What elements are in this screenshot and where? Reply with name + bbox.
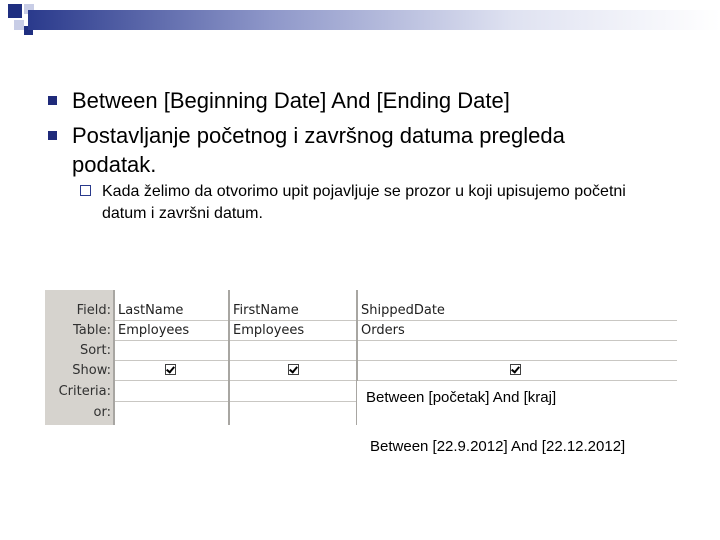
sub-bullet-item [80, 181, 640, 225]
field-cell[interactable]: FirstName [230, 301, 356, 321]
row-label: Sort: [79, 343, 111, 358]
field-cell[interactable]: LastName [115, 301, 228, 321]
bullet-item [48, 121, 648, 179]
row-label: or: [93, 405, 111, 420]
example-expression: Between [22.9.2012] And [22.12.2012] [370, 438, 626, 455]
row-label: Table: [73, 323, 111, 338]
show-cell [358, 361, 677, 381]
bullet-text: Postavljanje početnog i završnog datuma pregleda podatak. [72, 123, 565, 177]
decorative-square [8, 4, 22, 18]
bullet-item [48, 86, 688, 115]
row-label: Criteria: [58, 384, 111, 399]
sort-cell[interactable] [358, 341, 677, 361]
show-checkbox[interactable] [288, 364, 299, 375]
criteria-cell[interactable] [115, 382, 228, 402]
row-label: Show: [72, 363, 111, 378]
show-checkbox[interactable] [165, 364, 176, 375]
square-bullet-icon [48, 131, 57, 140]
query-column [113, 290, 228, 425]
field-cell[interactable]: ShippedDate [358, 301, 677, 321]
show-cell [115, 361, 228, 381]
table-cell[interactable]: Orders [358, 321, 677, 341]
or-cell[interactable] [230, 403, 356, 423]
hollow-square-bullet-icon [80, 185, 91, 196]
header-gradient-bar [28, 10, 720, 30]
table-cell[interactable]: Employees [115, 321, 228, 341]
sort-cell[interactable] [115, 341, 228, 361]
show-cell [230, 361, 356, 381]
criteria-cell[interactable] [230, 382, 356, 402]
row-label: Field: [76, 303, 111, 318]
criteria-expression: Between [početak] And [kraj] [357, 381, 673, 426]
query-column [228, 290, 356, 425]
decorative-square [14, 20, 24, 30]
show-checkbox[interactable] [510, 364, 521, 375]
bullet-text: Between [Beginning Date] And [Ending Date] [72, 88, 510, 113]
or-cell[interactable] [115, 403, 228, 423]
table-cell[interactable]: Employees [230, 321, 356, 341]
square-bullet-icon [48, 96, 57, 105]
sub-bullet-text: Kada želimo da otvorimo upit pojavljuje se prozor u koji upisujemo početni datum i završni datum. [102, 183, 626, 222]
sort-cell[interactable] [230, 341, 356, 361]
